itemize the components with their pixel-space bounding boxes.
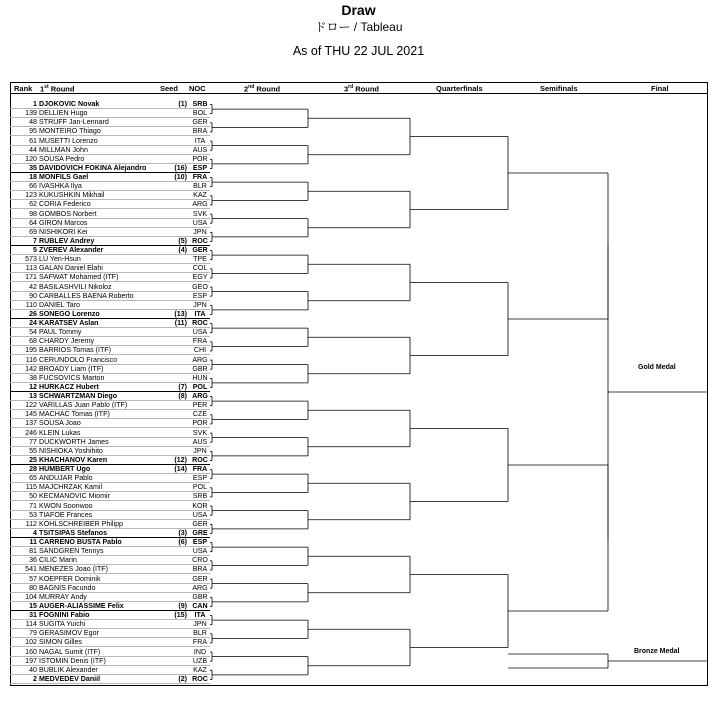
player-name: ISTOMIN Denis (ITF) [39,656,106,665]
player-name: MURRAY Andy [39,592,87,601]
player-noc: COL [192,264,208,273]
player-name: GALAN Daniel Elahi [39,264,103,273]
col-header-quarterfinals: Quarterfinals [436,84,483,93]
player-noc: ARG [192,583,208,592]
player-rank: 66 [29,182,37,191]
player-rank: 28 [29,465,37,473]
player-noc: HUN [192,373,208,382]
player-noc: POL [192,382,208,391]
player-name: BASILASHVILI Nikoloz [39,282,112,291]
player-name: DUCKWORTH James [39,437,109,446]
player-noc: GER [192,519,208,528]
player-rank: 541 [25,565,37,574]
player-name: PAUL Tommy [39,328,82,337]
player-seed: (7) [178,382,187,391]
page-subtitle: ドロー / Tableau [314,20,403,34]
player-name: DAVIDOVICH FOKINA Alejandro [39,163,147,172]
player-noc: ITA [194,136,206,145]
player-name: SIMON Gilles [39,638,82,647]
player-noc: SRB [192,492,208,501]
player-rank: 573 [25,255,37,264]
player-noc: GER [192,118,208,127]
player-rank: 1 [33,100,37,108]
player-noc: CAN [192,601,208,610]
player-name: GOMBOS Norbert [39,209,97,218]
player-name: STRUFF Jan-Lennard [39,118,109,127]
player-rank: 35 [29,163,37,172]
gold-medal-label: Gold Medal [638,364,676,371]
player-name: TSITSIPAS Stefanos [39,528,108,537]
player-name: NISHIOKA Yoshihito [39,446,103,455]
player-rank: 115 [25,483,37,492]
player-name: SAFWAT Mohamed (ITF) [39,273,119,282]
player-rank: 137 [25,419,37,428]
player-name: KOHLSCHREIBER Philipp [39,519,123,528]
player-name: SANDGREN Tennys [39,547,104,556]
player-noc: BRA [192,565,208,574]
player-noc: ARG [192,392,208,400]
player-name: LU Yen-Hsun [39,255,81,264]
player-noc: SRB [192,100,208,108]
player-name: KUKUSHKIN Mikhail [39,191,105,200]
player-noc: FRA [192,465,208,473]
player-name: KECMANOVIC Miomir [39,492,110,501]
player-noc: USA [192,218,208,227]
player-rank: 116 [25,355,37,364]
player-noc: TPE [193,255,207,264]
col-header-noc: NOC [189,84,206,93]
player-noc: POL [192,483,208,492]
player-noc: CRO [192,556,208,565]
player-rank: 98 [29,209,37,218]
player-rank: 36 [29,556,37,565]
player-rank: 246 [25,428,37,437]
player-rank: 40 [29,665,37,674]
player-noc: KAZ [193,191,207,200]
player-name: MUSETTI Lorenzo [39,136,98,145]
player-rank: 61 [29,136,37,145]
player-rank: 13 [29,392,37,400]
player-noc: ROC [192,319,208,327]
player-name: SOUSA Joao [39,419,81,428]
player-name: DANIEL Taro [39,300,81,309]
player-seed: (9) [178,601,187,610]
player-rank: 53 [29,510,37,519]
player-noc: CZE [192,410,208,419]
player-noc: FRA [192,337,208,346]
player-seed: (13) [174,309,187,318]
col-header-seed: Seed [160,84,178,93]
player-name: CERUNDOLO Francisco [39,355,118,364]
player-name: CHARDY Jeremy [39,337,95,346]
player-rank: 44 [29,145,37,154]
player-name: CARRENO BUSTA Pablo [39,538,122,546]
player-noc: GBR [192,364,208,373]
player-noc: IND [193,647,207,656]
col-header-round2: 2nd Round [244,84,281,94]
player-rank: 123 [25,191,37,200]
player-seed: (2) [178,674,187,683]
player-noc: JPN [193,446,207,455]
player-rank: 64 [29,218,37,227]
player-rank: 38 [29,373,37,382]
player-noc: AUS [192,145,208,154]
player-noc: UZB [192,656,208,665]
player-rank: 62 [29,200,37,209]
player-name: BROADY Liam (ITF) [39,364,104,373]
player-noc: ESP [192,538,208,546]
player-noc: POR [192,154,208,163]
player-name: KOEPFER Dominik [39,574,101,583]
player-name: DJOKOVIC Novak [39,100,100,108]
player-noc: JPN [193,620,207,629]
player-rank: 139 [25,109,37,118]
player-rank: 145 [25,410,37,419]
player-seed: (1) [178,100,187,108]
player-rank: 110 [25,300,37,309]
player-name: KWON Soonwoo [39,501,93,510]
player-rank: 15 [29,601,37,610]
player-rank: 79 [29,629,37,638]
col-header-final: Final [651,84,669,93]
player-noc: BOL [192,109,208,118]
player-rank: 69 [29,227,37,236]
player-rank: 112 [25,519,37,528]
player-rank: 25 [29,455,37,464]
player-rank: 55 [29,446,37,455]
player-noc: KOR [192,501,208,510]
player-name: IVASHKA Ilya [39,182,82,191]
player-noc: USA [192,328,208,337]
player-name: SCHWARTZMAN Diego [39,392,118,400]
player-noc: USA [192,547,208,556]
player-rank: 81 [29,547,37,556]
player-name: GIRON Marcos [39,218,88,227]
bronze-medal-label: Bronze Medal [634,648,680,655]
player-seed: (15) [174,611,187,619]
player-name: AUGER-ALIASSIME Felix [39,601,124,610]
player-rank: 142 [25,364,37,373]
player-noc: BLR [193,629,207,638]
player-rank: 104 [25,592,37,601]
player-name: FUCSOVICS Marton [39,373,105,382]
player-seed: (4) [178,246,187,254]
player-noc: ROC [192,455,208,464]
player-noc: GBR [192,592,208,601]
player-seed: (3) [178,528,187,537]
player-rank: 77 [29,437,37,446]
player-name: KARATSEV Aslan [39,319,99,327]
player-seed: (8) [178,392,187,400]
player-name: MENEZES Joao (ITF) [39,565,108,574]
player-rank: 65 [29,474,37,483]
player-noc: AUS [192,437,208,446]
player-rank: 2 [33,674,37,683]
player-rank: 90 [29,291,37,300]
player-rank: 24 [29,319,37,327]
player-name: MAJCHRZAK Kamil [39,483,103,492]
player-noc: EGY [192,273,208,282]
player-name: SOUSA Pedro [39,154,85,163]
player-name: MEDVEDEV Daniil [39,674,101,683]
col-header-rank: Rank [14,84,33,93]
player-name: CARBALLES BAENA Roberto [39,291,134,300]
player-rank: 71 [29,501,37,510]
player-noc: BLR [193,182,207,191]
player-name: BAGNIS Facundo [39,583,96,592]
player-noc: GEO [192,282,208,291]
player-name: ANDUJAR Pablo [39,474,93,483]
player-name: NAGAL Sumit (ITF) [39,647,101,656]
player-seed: (10) [174,173,187,181]
player-noc: ESP [192,291,208,300]
player-noc: ARG [192,355,208,364]
player-rank: 113 [25,264,37,273]
player-rank: 31 [29,611,37,619]
player-rank: 5 [33,246,37,254]
player-noc: CHI [193,346,207,355]
player-rank: 11 [29,538,37,546]
player-noc: BRA [192,127,208,136]
player-rank: 195 [25,346,37,355]
player-name: HUMBERT Ugo [39,465,91,473]
player-rank: 54 [29,328,37,337]
player-noc: GER [192,246,208,254]
player-name: RUBLEV Andrey [39,236,95,245]
player-noc: ROC [192,674,208,683]
player-name: SUGITA Yuichi [39,620,86,629]
player-rank: 114 [25,620,37,629]
player-noc: ARG [192,200,208,209]
player-name: BARRIOS Tomas (ITF) [39,346,111,355]
player-noc: ROC [192,236,208,245]
player-noc: USA [192,510,208,519]
player-name: KHACHANOV Karen [39,455,108,464]
as-of-date: As of THU 22 JUL 2021 [292,44,425,58]
player-name: ZVEREV Alexander [39,246,104,254]
player-noc: FRA [192,173,208,181]
player-name: CILIC Marin [39,556,77,565]
player-rank: 120 [25,154,37,163]
col-header-round1: 1st Round [40,84,75,94]
player-noc: ESP [192,474,208,483]
player-name: FOGNINI Fabio [39,611,90,619]
player-rank: 42 [29,282,37,291]
player-seed: (5) [178,236,187,245]
player-rank: 102 [25,638,37,647]
player-rank: 160 [25,647,37,656]
player-rank: 122 [25,401,37,410]
player-name: NISHIKORI Kei [39,227,88,236]
player-rank: 12 [29,382,37,391]
player-name: CORIA Federico [39,200,91,209]
page-title: Draw [341,2,376,18]
player-noc: FRA [192,638,208,647]
player-noc: GER [192,574,208,583]
player-rank: 26 [29,309,37,318]
player-rank: 7 [33,236,37,245]
player-name: TIAFOE Frances [39,510,93,519]
player-noc: ITA [194,611,206,619]
player-name: SONEGO Lorenzo [39,309,100,318]
player-name: HURKACZ Hubert [39,382,99,391]
col-header-semifinals: Semifinals [540,84,578,93]
player-rank: 171 [25,273,37,282]
player-rank: 4 [33,528,37,537]
player-seed: (6) [178,538,187,546]
player-name: VARILLAS Juan Pablo (ITF) [39,401,128,410]
player-name: GERASIMOV Egor [39,629,99,638]
player-noc: SVK [192,209,208,218]
player-name: DELLIEN Hugo [39,109,88,118]
player-name: MONTEIRO Thiago [39,127,101,136]
player-name: BUBLIK Alexander [39,665,98,674]
player-noc: GRE [192,528,208,537]
player-rank: 197 [25,656,37,665]
player-seed: (12) [174,455,187,464]
player-rank: 95 [29,127,37,136]
player-noc: JPN [193,227,207,236]
player-noc: SVK [192,428,208,437]
player-name: MILLMAN John [39,145,88,154]
player-noc: ESP [192,163,208,172]
player-name: MACHAC Tomas (ITF) [39,410,110,419]
player-name: KLEIN Lukas [39,428,81,437]
player-noc: KAZ [193,665,207,674]
player-rank: 57 [29,574,37,583]
player-seed: (16) [174,163,187,172]
player-seed: (11) [174,319,187,327]
player-noc: POR [192,419,208,428]
player-rank: 50 [29,492,37,501]
player-name: MONFILS Gael [39,173,89,181]
player-rank: 48 [29,118,37,127]
player-seed: (14) [174,465,187,473]
player-rank: 68 [29,337,37,346]
player-rank: 18 [29,173,37,181]
player-noc: PER [192,401,208,410]
player-noc: JPN [193,300,207,309]
player-noc: ITA [194,309,206,318]
player-rank: 80 [29,583,37,592]
col-header-round3: 3rd Round [344,84,379,94]
